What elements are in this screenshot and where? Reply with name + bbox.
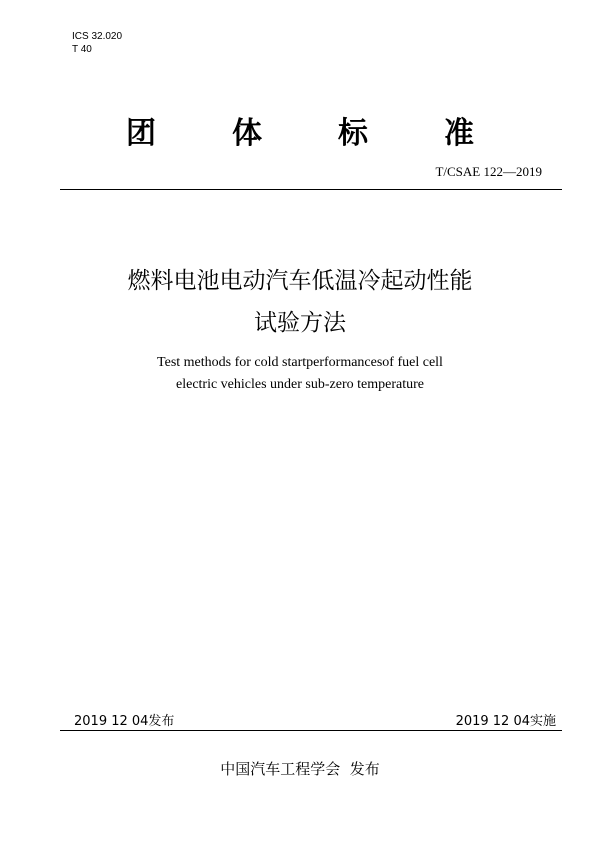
header-divider (60, 189, 562, 190)
footer-divider (60, 730, 562, 731)
standard-number: T/CSAE 122—2019 (435, 164, 542, 179)
title-en-line2: electric vehicles under sub-zero temperature (176, 377, 424, 392)
ics-code: ICS 32.020 (72, 31, 123, 42)
heading-char: 标 (338, 116, 368, 151)
heading-char: 体 (232, 116, 262, 151)
standard-kind-heading (0, 108, 600, 152)
publisher: 中国汽车工程学会 发布 (220, 760, 380, 778)
issue-date: 2019 12 04发布 (74, 714, 175, 729)
title-en (0, 352, 600, 396)
implement-date: 2019 12 04实施 (455, 714, 556, 729)
title-cn-line1: 燃料电池电动汽车低温冷起动性能 (127, 268, 473, 294)
ccs-code: T 40 (72, 44, 92, 55)
ics-classification (72, 30, 122, 56)
heading-char: 团 (126, 116, 156, 151)
title-cn-line2: 试验方法 (254, 310, 346, 336)
title-en-line1: Test methods for cold startperformancesof fuel cell (157, 355, 443, 370)
heading-char: 准 (444, 116, 474, 151)
title-cn (0, 260, 600, 344)
